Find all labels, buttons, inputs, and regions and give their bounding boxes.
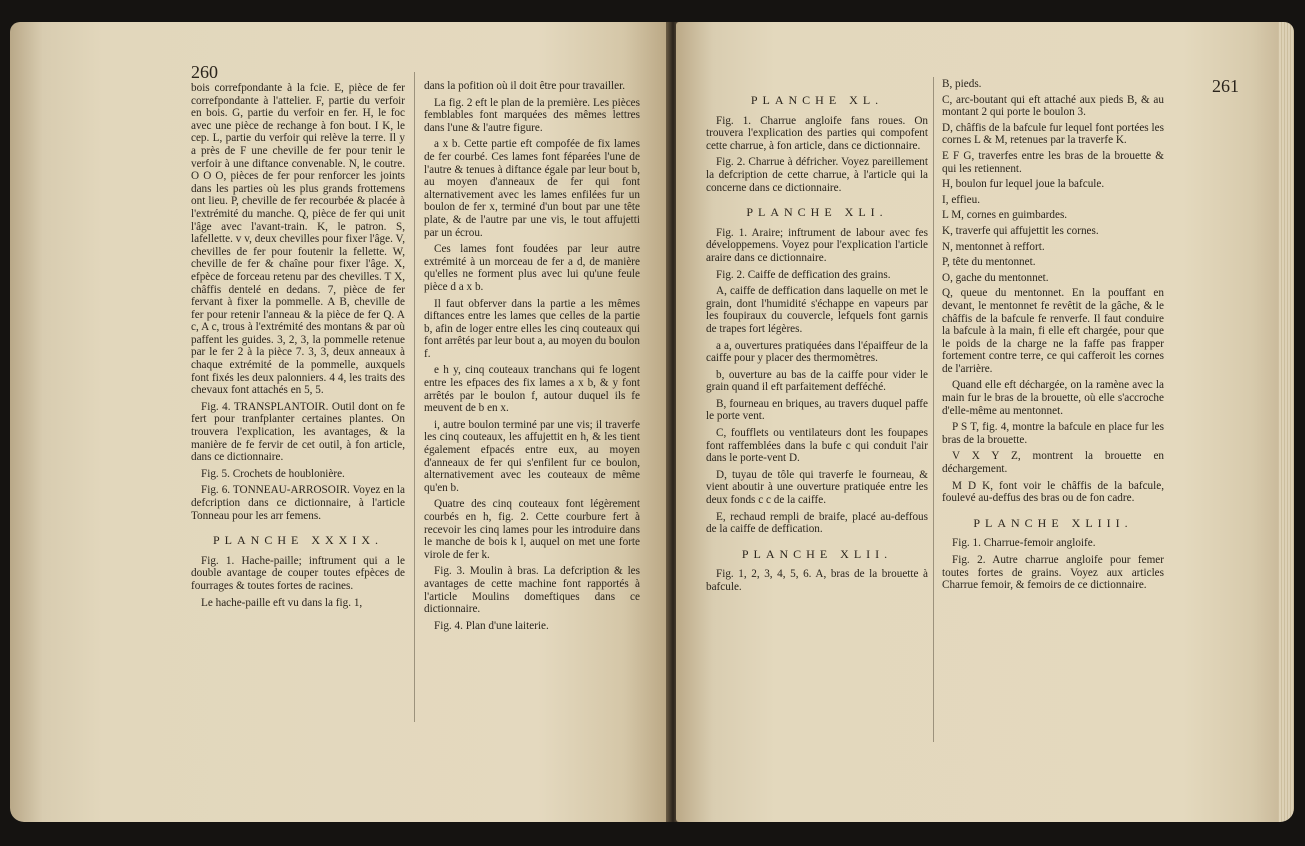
paragraph: A, caiffe de deffication dans laquelle on met le grain, dont l'humidité s'échappe en vapeurs par les foupiraux du couvercle, lefquels font garnis de trapes fort légères.	[706, 285, 928, 335]
paragraph: Fig. 1. Hache-paille; inftrument qui a le double avantage de couper toutes efpèces de fourrages & toutes fortes de racines.	[191, 554, 405, 592]
paragraph: E F G, traverfes entre les bras de la brouette & qui les retiennent.	[942, 149, 1164, 175]
paragraph: N, mentonnet à reffort.	[942, 240, 1045, 253]
paragraph: a a, ouvertures pratiquées dans l'épaiffeur de la caiffe pour y placer des thermomètres.	[706, 339, 928, 365]
left-page	[10, 22, 670, 822]
paragraph: b, ouverture au bas de la caiffe pour vider le grain quand il eft parfaitement defféché.	[706, 368, 928, 394]
paragraph: Le hache-paille eft vu dans la fig. 1,	[201, 596, 363, 609]
paragraph: Fig. 4. TRANSPLANTOIR. Outil dont on fe fert pour tranfplanter certaines plantes. On trouvera l'explication, les avantages, & la manière de fe fervir de cet outil, à fon article, dans ce dictionnaire.	[191, 400, 405, 464]
paragraph: Il faut obferver dans la partie a les mêmes diftances entre les lames que celles de la partie b, afin de loger entre elles les cinq couteaux qui font arrêtés par leur bout a, au moyen du boulon f.	[424, 297, 640, 360]
paragraph: Fig. 2. Charrue à défricher. Voyez pareillement la defcription de cette charrue, à l'article qui la concerne dans ce dictionnaire.	[706, 156, 928, 194]
plate-heading: PLANCHE XLIII.	[973, 515, 1133, 530]
paragraph: Fig. 5. Crochets de houblonière.	[201, 467, 345, 480]
plate-heading: PLANCHE XXXIX.	[213, 533, 383, 548]
paragraph: C, arc-boutant qui eft attaché aux pieds B, & au montant 2 qui porte le boulon 3.	[942, 93, 1164, 119]
paragraph: Fig. 1, 2, 3, 4, 5, 6. A, bras de la brouette à bafcule.	[706, 568, 928, 593]
paragraph: Quand elle eft déchargée, on la ramène avec la main fur le bras de la brouette, où elle s'accroche d'elle-même au mentonnet.	[942, 379, 1164, 417]
paragraph: O, gache du mentonnet.	[942, 271, 1049, 284]
plate-heading: PLANCHE XLII.	[741, 546, 893, 561]
right-column-rule	[933, 77, 934, 742]
left-column-rule	[414, 72, 415, 722]
paragraph: C, foufflets ou ventilateurs dont les foupapes font raffemblées dans la bufe c qui conduit l'air dans le porte-vent D.	[706, 427, 928, 465]
right-page	[676, 22, 1294, 822]
paragraph: i, autre boulon terminé par une vis; il traverfe les cinq couteaux, les affujettit en h, & les tient également efpacés entre eux, au moyen d'anneaux de fer qui s'enfilent fur ce boulon, alternativement avec les couteaux de même qu'en b.	[424, 418, 640, 494]
paragraph: e h y, cinq couteaux tranchans qui fe logent entre les efpaces des fix lames a x b, & y font arrêtés par le boulon f, autour duquel ils fe meuvent de b en x.	[424, 364, 640, 415]
paragraph: B, pieds.	[942, 78, 982, 90]
paragraph: I, effieu.	[942, 193, 980, 206]
paragraph: D, tuyau de tôle qui traverfe le fourneau, & vient aboutir à une ouverture pratiquée entre les deux fonds c c de la caiffe.	[706, 468, 928, 507]
paragraph: bois correfpondante à la fcie. E, pièce de fer correfpondante à l'attelier. F, partie du verfoir en bois. G, partie du verfoir en fer. H, le foc avec une pièce de rechange à fon bout. I K, le cep. L, partie du verfoir qui relève la terre. Il y a près de F une cheville de fer pour tenir le verfoir à une diftance convenable. N, le coutre. O O O, pièces de fer pour renforcer les joints dans les parties où les plus grands frottemens ont lieu. P, cheville de fer recourbée & placée à l'extrémité du manche. Q, pièce de fer qui unit l'âge avec l'avant-train. K, le patron. S, lafellette. v v, deux chevilles pour fixer l'âge. V, chevilles de fer pour foutenir la fellette. W, cheville de fer & chaîne pour fixer l'âge. X, efpèce de forceau retenu par des chevilles. T X, châffis dentelé en dedans. 7, pièce de fer fervant à fixer la pommelle. A B, cheville de fer pour retenir l'anneau & la pièce de fer Q. A c, A c, trous à l'extrémité des montans & par où paffent les guides. 3, 2, 3, la pommelle retenue par le fer 2 à la pièce 7. 3, 3, deux anneaux à chaque extrémité de la pommelle, auxquels font fixés les deux palonniers. 4 4, les traits des chevaux font attachés en 5, 5.	[191, 82, 405, 397]
paragraph: L M, cornes en guimbardes.	[942, 209, 1068, 222]
paragraph: La fig. 2 eft le plan de la première. Les pièces femblables font marquées des mêmes lettres dans l'une & l'autre figure.	[424, 96, 640, 134]
paragraph: Fig. 2. Caiffe de deffication des grains.	[716, 268, 891, 281]
paragraph: K, traverfe qui affujettit les cornes.	[942, 224, 1099, 237]
left-column-1	[191, 82, 405, 613]
paragraph: M D K, font voir le châffis de la bafcule, foulevé au-deffus des bras ou de fon cadre.	[942, 479, 1164, 505]
plate-heading: PLANCHE XLI.	[746, 205, 888, 220]
left-column-2	[424, 80, 640, 636]
paragraph: Ces lames font foudées par leur autre extrémité à un morceau de fer a d, de manière qu'elles ne forment plus avec lui qu'une feule pièce d a x b.	[424, 243, 640, 293]
paragraph: Fig. 3. Moulin à bras. La defcription & les avantages de cette machine font rapportés à l'article Moulins domeftiques dans ce dictionnaire.	[424, 565, 640, 616]
paragraph: Q, queue du mentonnet. En la pouffant en devant, le mentonnet fe revêtit de la gâche, & le châffis de la bafcule fe renverfe. Il faut conduire la bafcule à la main, fi elle eft chargée, pour que le poids de la charge ne la faffe pas frapper fortement contre terre, ce qui cafferoit les cornes de l'arrière.	[942, 287, 1164, 375]
left-page-number: 260	[191, 62, 218, 82]
paragraph: P, tête du mentonnet.	[942, 256, 1036, 269]
paragraph: Fig. 2. Autre charrue angloife pour femer toutes fortes de grains. Voyez aux articles Charrue femoir, & femoirs de ce dictionnaire.	[942, 554, 1164, 592]
paragraph: Fig. 1. Charrue angloife fans roues. On trouvera l'explication des parties qui compofent cette charrue, à fon article, dans ce dictionnaire.	[706, 114, 928, 152]
paragraph: E, rechaud rempli de braife, placé au-deffous de la caiffe de deffication.	[706, 510, 928, 536]
paragraph: V X Y Z, montrent la brouette en déchargement.	[942, 450, 1164, 476]
plate-heading: PLANCHE XL.	[750, 93, 884, 107]
paragraph: Quatre des cinq couteaux font légèrement courbés en h, fig. 2. Cette courbure fert à recevoir les cinq lames pour les introduire dans le manche de bois k l, auquel on met une forte virole de fer k.	[424, 498, 640, 561]
paragraph: D, châffis de la bafcule fur lequel font portées les cornes L & M, retenues par la traverfe K.	[942, 121, 1164, 147]
paragraph: H, boulon fur lequel joue la bafcule.	[942, 178, 1105, 191]
right-column-1	[706, 92, 928, 598]
paragraph: B, fourneau en briques, au travers duquel paffe le porte vent.	[706, 397, 928, 423]
paragraph: Fig. 1. Charrue-femoir angloife.	[952, 537, 1096, 550]
right-column-2	[942, 78, 1164, 596]
paragraph: Fig. 1. Araire; inftrument de labour avec fes développemens. Voyez pour l'explication l'article araire dans ce dictionnaire.	[706, 226, 928, 264]
paragraph: Fig. 4. Plan d'une laiterie.	[434, 619, 549, 632]
right-page-number: 261	[1212, 76, 1239, 96]
paragraph: P S T, fig. 4, montre la bafcule en place fur les bras de la brouette.	[942, 421, 1164, 446]
paragraph: dans la pofition où il doit être pour travailler.	[424, 80, 626, 92]
paragraph: Fig. 6. TONNEAU-ARROSOIR. Voyez en la defcription dans ce dictionnaire, à l'article Tonneau pour les arr femens.	[191, 484, 405, 522]
paragraph: a x b. Cette partie eft compofée de fix lames de fer courbé. Ces lames font féparées l'une de l'autre & tenues à diftance égale par leur bout b, au moyen d'anneaux de fer qui font alternativement avec les lames enfilées fur un boulon de fer x, terminé d'un bout par une tête plate, & de l'autre par une vis, le tout affujetti par un écrou.	[424, 138, 640, 239]
